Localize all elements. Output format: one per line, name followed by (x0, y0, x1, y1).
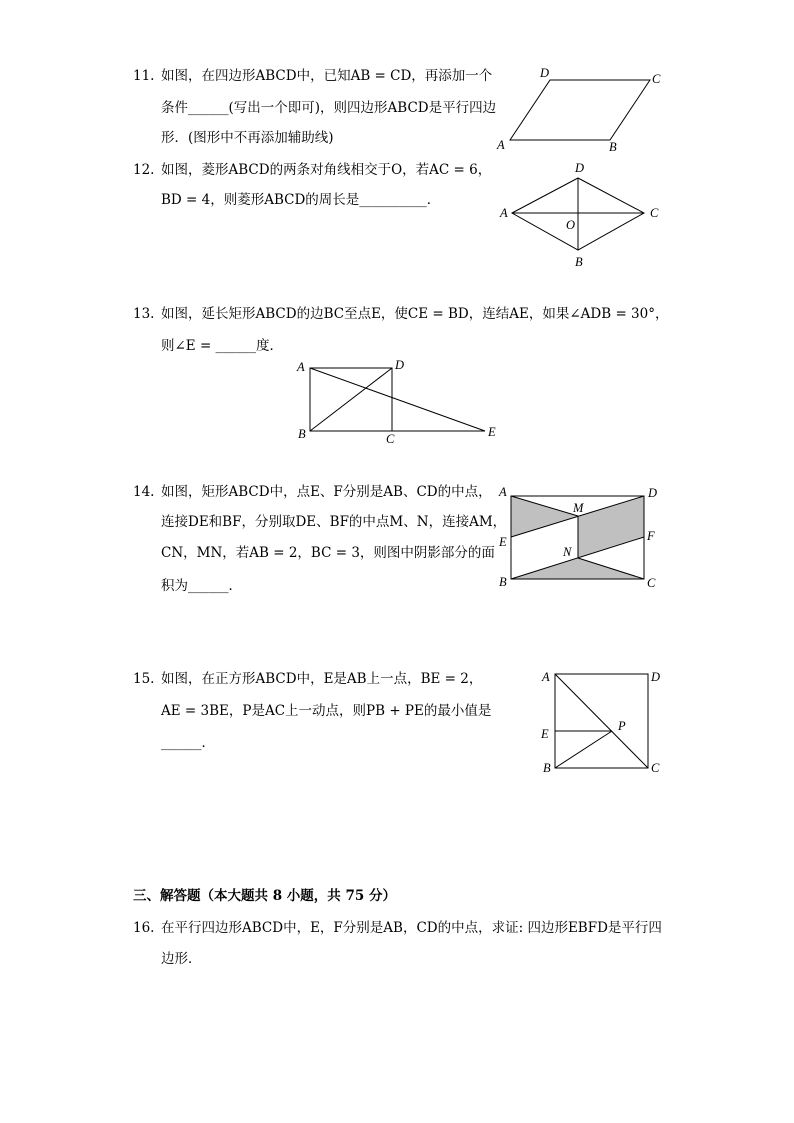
q12-label-d: D (575, 161, 585, 175)
q12-label-a: A (500, 206, 508, 220)
q15-label-d: D (651, 670, 661, 684)
q14-line-4: 积为______． (161, 578, 242, 594)
q12-line-2: BD = 4，则菱形ABCD的周长是__________． (161, 192, 441, 208)
q12-label-b: B (575, 255, 583, 269)
q11-label-d: D (540, 66, 550, 80)
q16-number: 16. (133, 920, 155, 936)
q11-label-b: B (609, 140, 617, 154)
q15-label-p: P (618, 719, 626, 733)
q15-label-a: A (542, 670, 550, 684)
q11-line-3: 形．(图形中不再添加辅助线) (161, 130, 334, 146)
q13-line-1: 如图，延长矩形ABCD的边BC至点E，使CE = BD，连结AE，如果∠ADB = 30°， (161, 306, 669, 322)
q11-line-1: 如图，在四边形ABCD中，已知AB = CD，再添加一个 (161, 68, 493, 84)
q14-label-n: N (563, 545, 572, 559)
q13-number: 13. (133, 306, 155, 322)
q14-label-b: B (499, 575, 507, 589)
q14-number: 14. (133, 484, 155, 500)
q11-number: 11. (133, 68, 155, 84)
q12-label-o: O (566, 218, 576, 232)
q14-label-d: D (648, 486, 658, 500)
q14-label-f: F (647, 529, 655, 543)
q15-label-c: C (651, 761, 660, 775)
q13-label-d: D (395, 358, 405, 372)
section-heading: 三、解答题（本大题共 8 小题，共 75 分） (133, 888, 396, 904)
q13-label-c: C (386, 432, 395, 446)
q14-label-e: E (499, 535, 507, 549)
q16-line-2: 边形． (161, 951, 202, 967)
q15-number: 15. (133, 671, 155, 687)
q15-line-1: 如图，在正方形ABCD中，E是AB上一点，BE = 2， (161, 671, 483, 687)
q14-label-c: C (647, 576, 656, 590)
q13-label-e: E (488, 425, 496, 439)
q12-number: 12. (133, 162, 155, 178)
q14-line-3: CN，MN，若AB = 2，BC = 3，则图中阴影部分的面 (161, 545, 495, 561)
q12-line-1: 如图，菱形ABCD的两条对角线相交于O，若AC = 6， (161, 162, 492, 178)
q11-label-a: A (497, 138, 505, 152)
q15-line-3: ______． (161, 735, 215, 751)
q13-label-b: B (298, 427, 306, 441)
q14-label-a: A (499, 485, 507, 499)
q15-label-e: E (541, 727, 549, 741)
q13-label-a: A (297, 360, 305, 374)
q14-line-1: 如图，矩形ABCD中，点E、F分别是AB、CD的中点， (161, 484, 492, 500)
q12-label-c: C (650, 206, 659, 220)
q15-line-2: AE = 3BE，P是AC上一动点，则PB + PE的最小值是 (161, 703, 492, 719)
q14-label-m: M (573, 501, 584, 515)
q14-line-2: 连接DE和BF，分别取DE、BF的中点M、N，连接AM， (161, 514, 507, 530)
q13-line-2: 则∠E = ______度． (161, 338, 284, 354)
q11-label-c: C (652, 72, 661, 86)
q15-label-b: B (543, 761, 551, 775)
q11-line-2: 条件______(写出一个即可)，则四边形ABCD是平行四边 (161, 100, 497, 116)
q16-line-1: 在平行四边形ABCD中，E，F分别是AB，CD的中点，求证: 四边形EBFD是平行四 (161, 920, 662, 936)
